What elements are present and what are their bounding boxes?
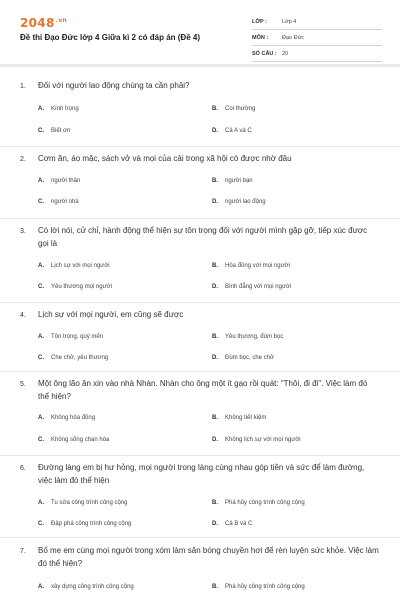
option-b[interactable] (212, 333, 283, 342)
option-text: xây dựng công trình công cộng (51, 584, 134, 590)
option-text: Yêu thương mọi người (51, 284, 112, 290)
option-letter: A. (38, 500, 44, 506)
option-text: Không tiết kiệm (225, 415, 267, 421)
option-letter: C. (38, 284, 44, 290)
option-letter: A. (38, 334, 44, 340)
option-b[interactable] (212, 262, 290, 271)
option-c[interactable] (38, 198, 79, 207)
site-logo[interactable] (20, 16, 67, 30)
option-d[interactable] (212, 520, 252, 529)
option-text: Cả A và C (225, 128, 252, 134)
option-text: Che chở, yêu thương (51, 355, 109, 361)
question-number: 7. (20, 548, 26, 555)
meta-label: MÔN : (252, 34, 269, 41)
question-text: Cơm ăn, áo mặc, sách vở và mọi của cải trong xã hội có được nhờ đâu (38, 154, 292, 163)
document-header (0, 0, 400, 64)
option-text: Phá hủy công trình công cộng (225, 584, 305, 590)
meta-row-count (252, 46, 382, 62)
option-text: Lịch sự với mọi người (51, 263, 110, 269)
option-a[interactable] (38, 414, 95, 423)
question-number: 5. (20, 381, 26, 388)
question-separator (0, 455, 400, 456)
question-separator (0, 537, 400, 538)
header-divider (0, 64, 400, 67)
option-text: Không lịch sự với mọi người (225, 437, 301, 443)
option-letter: D. (212, 284, 218, 290)
option-text: Đập phá công trình công cộng (51, 521, 132, 527)
option-letter: A. (38, 178, 44, 184)
option-letter: D. (212, 128, 218, 134)
logo-suffix: .vn (55, 17, 67, 24)
question-separator (0, 302, 400, 303)
option-c[interactable] (38, 354, 108, 363)
option-text: người thân (51, 178, 81, 184)
question-number: 3. (20, 228, 26, 235)
option-text: Tu sửa công trình công cộng (51, 500, 128, 506)
document-title: Đề thi Đạo Đức lớp 4 Giữa kì 2 có đáp án (Đề 4) (20, 33, 200, 42)
option-d[interactable] (212, 436, 301, 445)
option-a[interactable] (38, 333, 103, 342)
option-c[interactable] (38, 436, 109, 445)
option-letter: C. (38, 355, 44, 361)
option-letter: A. (38, 106, 44, 112)
meta-value: Đạo Đức (282, 34, 305, 41)
question-text: Một ông lão ăn xin vào nhà Nhàn. Nhàn cho ông một ít gạo rồi quát: "Thôi, đi đi". Việc làm đó thể hiện? (38, 379, 368, 401)
option-b[interactable] (212, 499, 305, 508)
option-d[interactable] (212, 198, 266, 207)
option-text: Kính trọng (51, 106, 79, 112)
option-b[interactable] (212, 583, 305, 592)
meta-label: SỐ CÂU : (252, 50, 277, 57)
option-text: người lao động (225, 199, 266, 205)
option-letter: C. (38, 128, 44, 134)
question-text: Đường làng em bị hư hỏng, mọi người trong làng cùng nhau góp tiền và sức để làm đường, việc làm đó thể hiện (38, 463, 365, 485)
option-d[interactable] (212, 354, 274, 363)
option-letter: A. (38, 415, 44, 421)
option-text: Bình đẳng với mọi người (225, 284, 292, 290)
meta-panel (252, 14, 382, 62)
option-a[interactable] (38, 177, 80, 186)
question-text: Đối với người lao động chúng ta cần phải? (38, 81, 190, 90)
option-letter: C. (38, 521, 44, 527)
option-a[interactable] (38, 499, 128, 508)
question-text: Bố mẹ em cùng mọi người trong xóm làm sân bóng chuyền hơi để rèn luyện sức khỏe. Việc làm đó thể hiện? (38, 546, 379, 568)
option-text: Biết ơn (51, 128, 71, 134)
option-letter: D. (212, 199, 218, 205)
option-text: Coi thường (225, 106, 256, 112)
option-letter: B. (212, 334, 218, 340)
question-text: Có lời nói, cử chỉ, hành động thể hiện sự tôn trọng đối với người mình gặp gỡ, tiếp xúc được gọi là (38, 226, 368, 248)
logo-text: 2048 (20, 16, 55, 30)
option-letter: D. (212, 521, 218, 527)
question-separator (0, 371, 400, 372)
question-text: Lịch sự với mọi người, em cũng sẽ được (38, 310, 184, 319)
option-text: Không hòa đồng (51, 415, 96, 421)
option-letter: B. (212, 106, 218, 112)
option-letter: B. (212, 178, 218, 184)
option-text: người bạn (225, 178, 253, 184)
option-text: Tôn trọng, quý mến (51, 334, 104, 340)
option-c[interactable] (38, 283, 112, 292)
question-separator (0, 218, 400, 219)
option-a[interactable] (38, 105, 79, 114)
option-d[interactable] (212, 127, 252, 136)
option-text: người nhà (51, 199, 79, 205)
option-a[interactable] (38, 583, 134, 592)
option-c[interactable] (38, 127, 70, 136)
option-letter: A. (38, 263, 44, 269)
question-number: 6. (20, 465, 26, 472)
option-letter: B. (212, 500, 218, 506)
option-b[interactable] (212, 414, 266, 423)
option-text: Cả B và C (225, 521, 253, 527)
option-text: Yêu thương, đùm bọc (225, 334, 284, 340)
meta-value: 20 (282, 50, 289, 57)
option-letter: C. (38, 199, 44, 205)
option-letter: B. (212, 584, 218, 590)
option-letter: D. (212, 355, 218, 361)
option-b[interactable] (212, 177, 253, 186)
option-letter: C. (38, 437, 44, 443)
option-letter: B. (212, 263, 218, 269)
option-c[interactable] (38, 520, 131, 529)
meta-row-class (252, 14, 382, 30)
option-text: Phá hủy công trình công cộng (225, 500, 305, 506)
question-number: 2. (20, 156, 26, 163)
question-separator (0, 146, 400, 147)
question-number: 4. (20, 312, 26, 319)
meta-row-subject (252, 30, 382, 46)
option-a[interactable] (38, 262, 110, 271)
option-text: Hòa đồng với mọi người (225, 263, 290, 269)
option-text: Đùm bọc, che chở (225, 355, 274, 361)
question-number: 1. (20, 83, 26, 90)
option-letter: A. (38, 584, 44, 590)
meta-value: Lớp 4 (282, 18, 297, 25)
meta-label: LỚP : (252, 18, 267, 25)
option-b[interactable] (212, 105, 255, 114)
option-letter: D. (212, 437, 218, 443)
option-text: Không sống chan hòa (51, 437, 110, 443)
option-d[interactable] (212, 283, 291, 292)
option-letter: B. (212, 415, 218, 421)
